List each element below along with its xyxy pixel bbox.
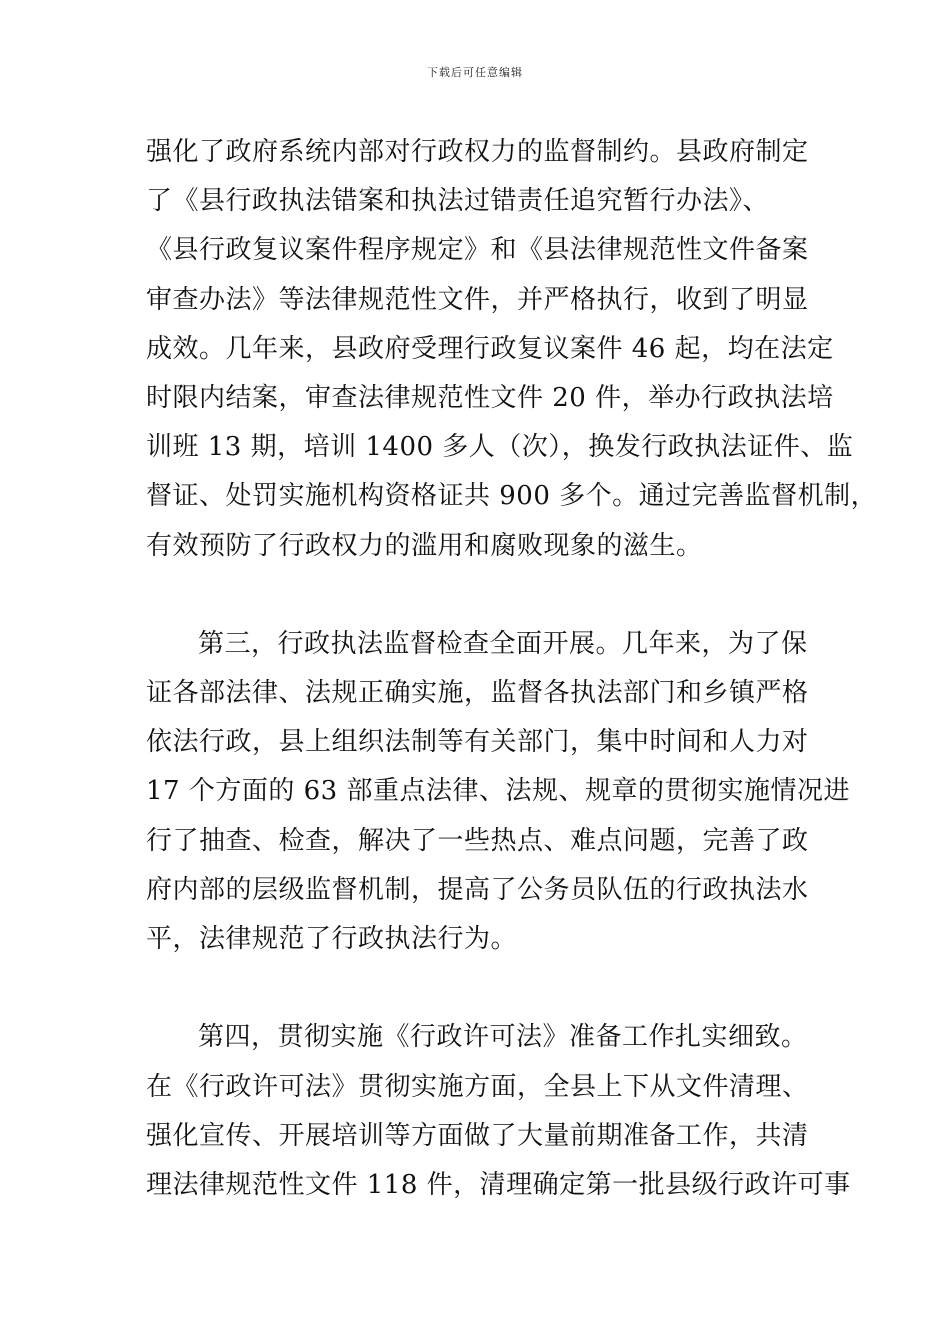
text-line: 有效预防了行政权力的滥用和腐败现象的滋生。 — [146, 530, 703, 561]
text-line: 时限内结案，审查法律规范性文件 20 件，举办行政执法培 — [146, 382, 834, 413]
page-header: 下载后可任意编辑 — [427, 66, 523, 79]
text-line: 证各部法律、法规正确实施，监督各执法部门和乡镇严格 — [146, 678, 809, 709]
paragraph-spacer — [146, 571, 836, 620]
text-line: 强化了政府系统内部对行政权力的监督制约。县政府制定 — [146, 137, 809, 167]
text-line: 第三，行政执法监督检查全面开展。几年来，为了保 — [198, 628, 808, 659]
text-line: 依法行政，县上组织法制等有关部门，集中时间和人力对 — [146, 727, 809, 758]
text-line: 平，法律规范了行政执法行为。 — [146, 924, 518, 954]
text-line: 府内部的层级监督机制，提高了公务员队伍的行政执法水 — [146, 874, 809, 905]
paragraph-3 — [146, 1013, 851, 1210]
text-line: 在《行政许可法》贯彻实施方面，全县上下从文件清理、 — [146, 1071, 809, 1102]
text-line: 第四，贯彻实施《行政许可法》准备工作扎实细致。 — [198, 1022, 808, 1053]
paragraph-spacer — [146, 964, 836, 1013]
document-body — [146, 128, 878, 1210]
text-line: 行了抽查、检查，解决了一些热点、难点问题，完善了政 — [146, 825, 809, 856]
text-line: 强化宣传、开展培训等方面做了大量前期准备工作，共清 — [146, 1120, 809, 1151]
text-line: 成效。几年来，县政府受理行政复议案件 46 起，均在法定 — [146, 333, 834, 364]
text-line: 训班 13 期，培训 1400 多人（次），换发行政执法证件、监 — [146, 432, 854, 463]
text-line: 审查办法》等法律规范性文件，并严格执行，收到了明显 — [146, 284, 809, 315]
paragraph-2 — [146, 620, 850, 964]
text-line: 督证、处罚实施机构资格证共 900 多个。通过完善监督机制， — [146, 481, 878, 512]
text-line: 理法律规范性文件 118 件，清理确定第一批县级行政许可事 — [146, 1169, 851, 1200]
text-line: 17 个方面的 63 部重点法律、法规、规章的贯彻实施情况进 — [146, 776, 850, 807]
text-line: 《县行政复议案件程序规定》和《县法律规范性文件备案 — [146, 235, 809, 266]
text-line: 了《县行政执法错案和执法过错责任追究暂行办法》、 — [146, 186, 770, 217]
paragraph-1 — [146, 128, 878, 571]
